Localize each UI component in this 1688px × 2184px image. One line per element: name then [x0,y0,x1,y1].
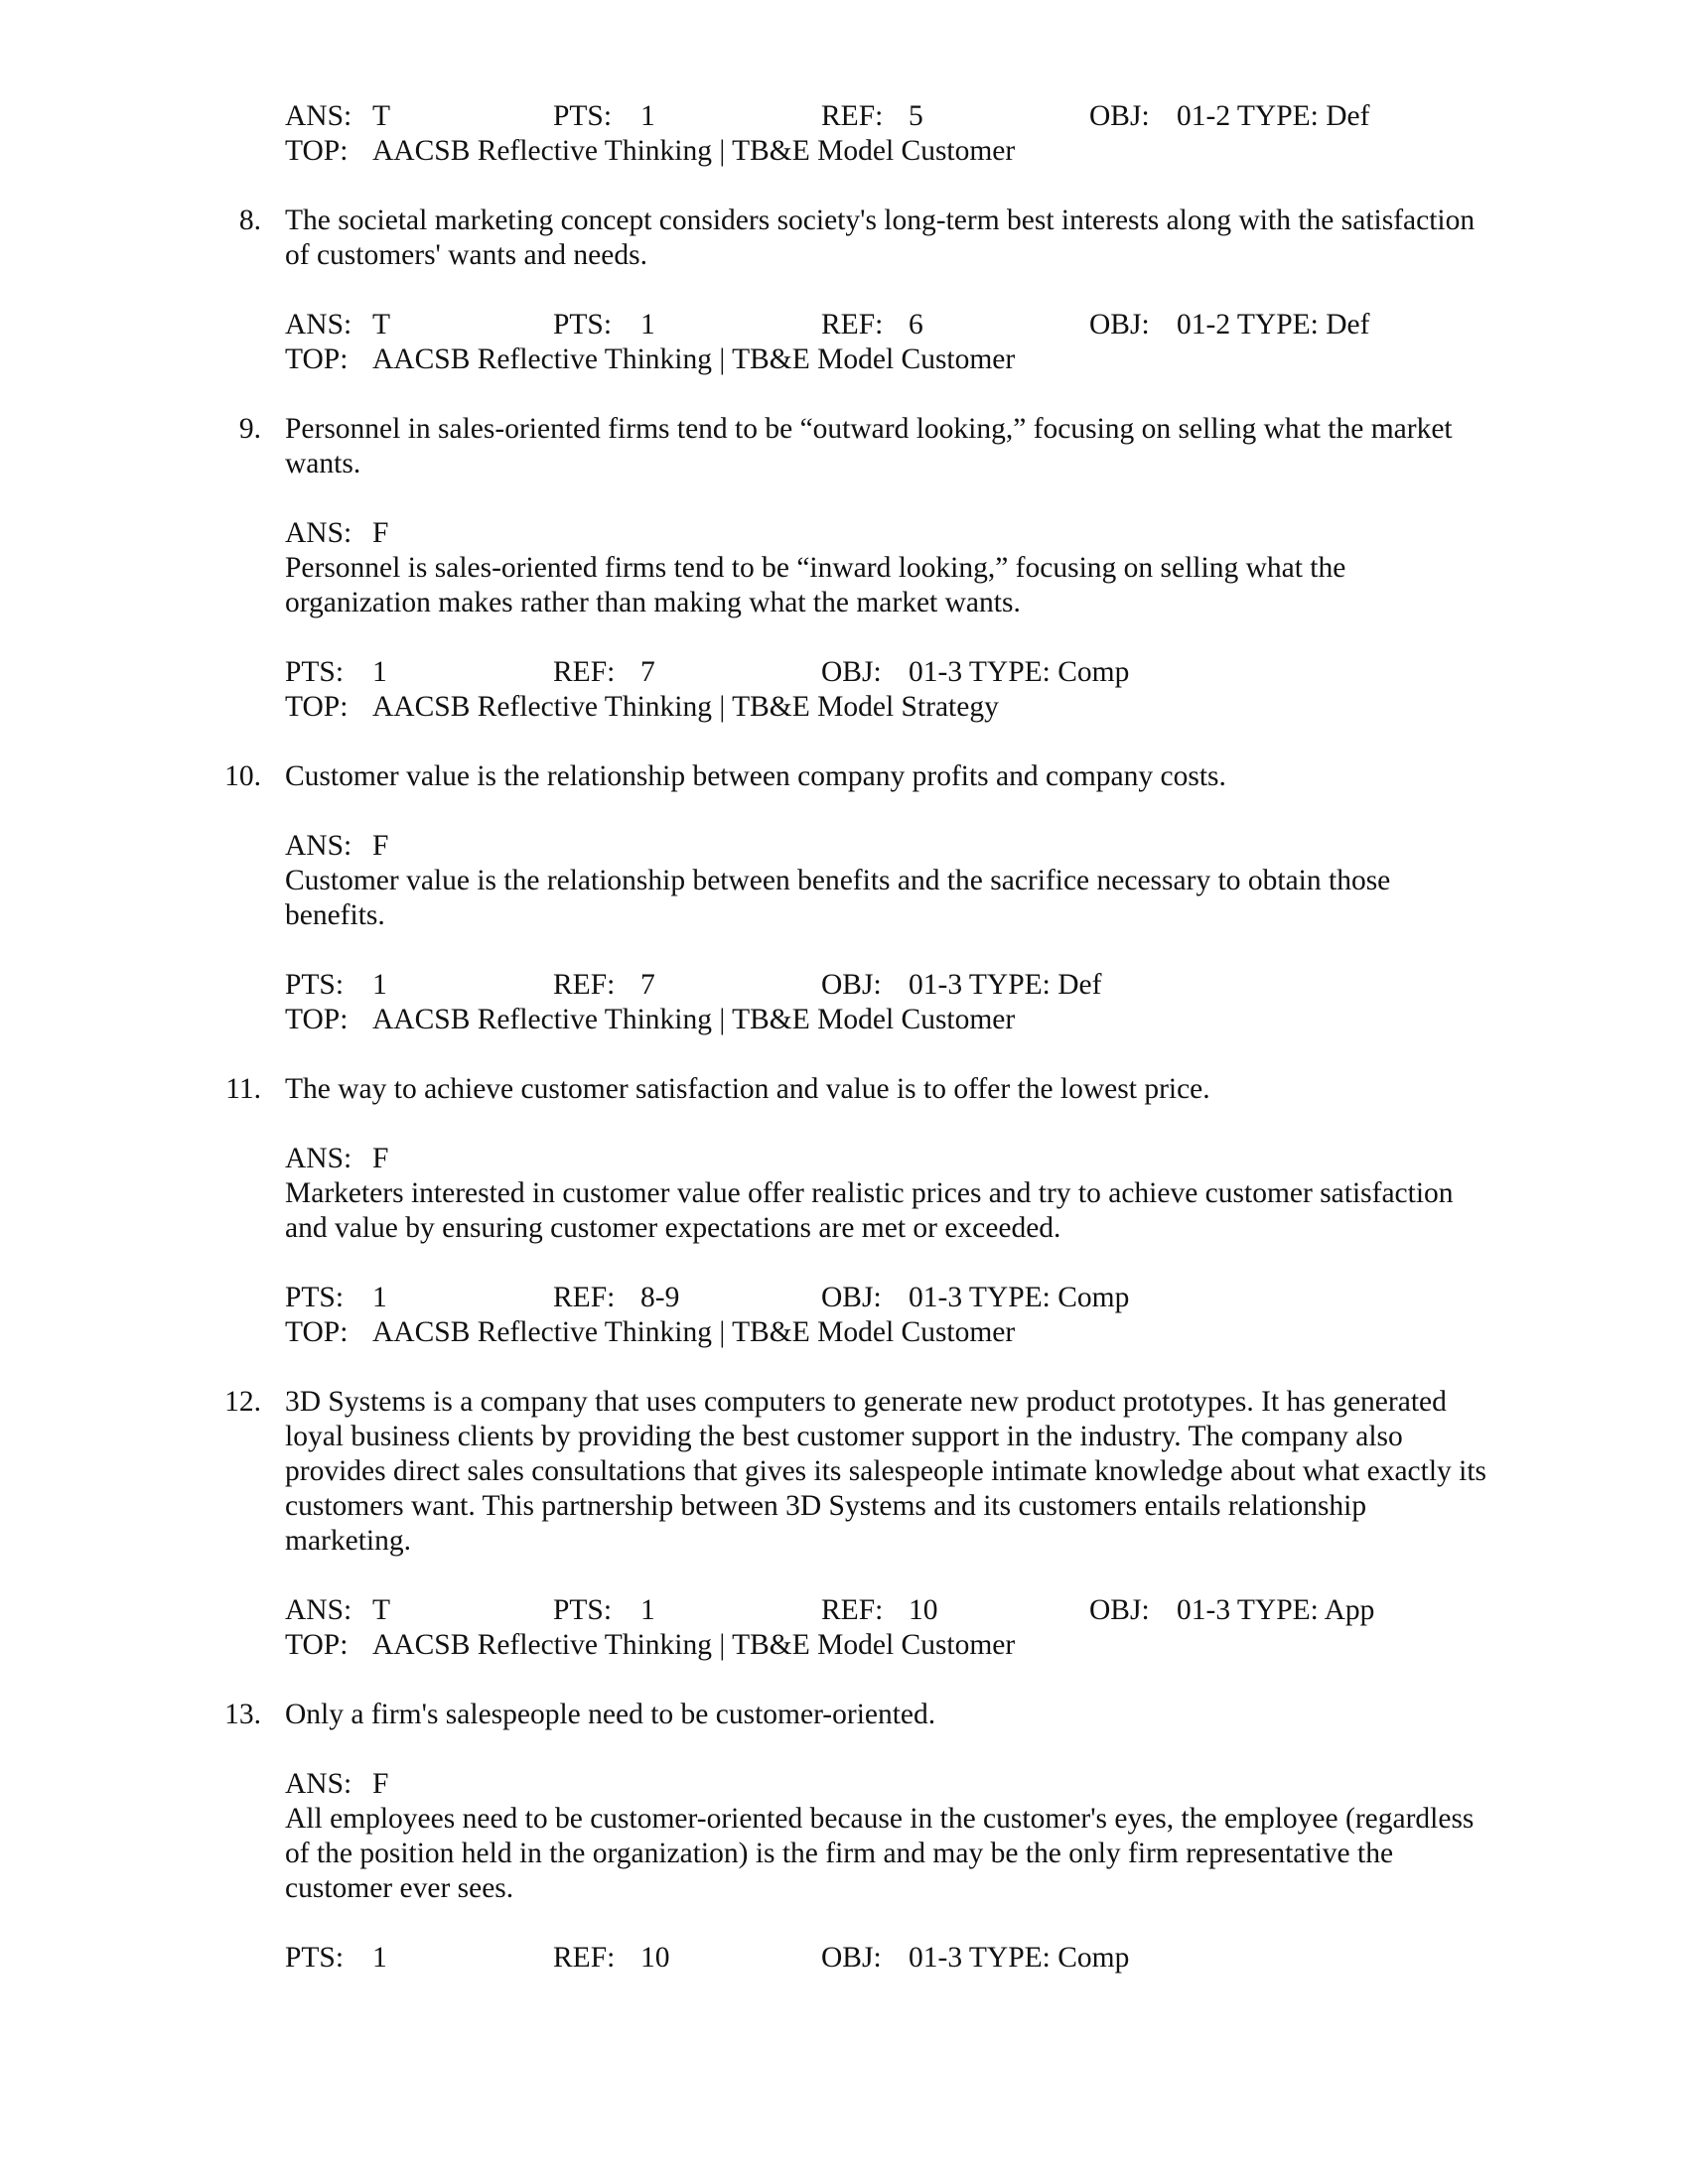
question-text: Customer value is the relationship between company profits and company costs. [285,760,1226,792]
ans-value: T [372,309,391,341]
top-line: TOP: AACSB Reflective Thinking | TB&E Model Strategy [285,691,999,723]
question-text: provides direct sales consultations that gives its salespeople intimate knowledge about what exactly its [285,1455,1487,1487]
question-text: Only a firm's salespeople need to be customer-oriented. [285,1699,936,1730]
question-number: 10. [224,760,261,792]
ans-value: F [372,517,389,549]
obj-value: 01-2 TYPE: Def [1177,100,1370,132]
ans-value: T [372,100,391,132]
ans-value: F [372,830,389,862]
document-page: ANS: T PTS: 1 REF: 5 OBJ: 01-2 TYPE: Def TOP: AACSB Reflective Thinking | TB&E Model Customer 8. The societal marketing concept considers society's long-term best interests along with the satisfaction of customers' wants and needs. ANS: T PTS: 1 REF: 6 OBJ: 01-2 TYPE: Def TOP: AACSB Reflective Thinking | TB&E Model Customer 9. Personnel in sales-oriented firms tend to be “outward looking,” focusing on selling what the market wants. ANS: F Personnel is sales-oriented firms tend to be “inward looking,” focusing on selling what the organization makes rather than making what the market wants. PTS: 1 REF: 7 OBJ: 01-3 TYPE: Comp TOP: AACSB Reflective Thinking | TB&E Model Strategy 10. Customer value is the relationship between company profits and company costs. ANS: F Customer value is the relationship between benefits and the sacrifice necessary to obtain those benefits. PTS: 1 REF: 7 OBJ: 01-3 TYPE: Def TOP: AACSB Reflective Thinking | TB&E Model Customer 11. The way to achieve customer satisfaction and value is to offer the lowest price. ANS: F Marketers interested in customer value offer realistic prices and try to achieve customer satisfaction and value by ensuring customer expectations are met or exceeded. PTS: 1 REF: 8-9 OBJ: 01-3 TYPE: Comp TOP: AACSB Reflective Thinking | TB&E Model Customer 12. 3D Systems is a company that uses computers to generate new product prototypes. It has generated loyal business clients by providing the best customer support in the industry. The company also provides direct sales consultations that gives its salespeople intimate knowledge about what exactly its customers want. This partnership between 3D Systems and its customers entails relationship marketing. ANS: T PTS: 1 REF: 10 OBJ: 01-3 TYPE: App TOP: AACSB Reflective Thinking | TB&E Model Customer 13. Only a firm's salespeople need to be customer-oriented. ANS: F All employees need to be customer-oriented because in the customer's eyes, the employee (regardless of the position held in the organization) is the firm and may be the only firm representative the customer ever sees. PTS: 1 REF: 10 OBJ: 01-3 TYPE: Comp [0,0,1688,2184]
pts-value: 1 [640,100,655,132]
question-text: loyal business clients by providing the best customer support in the industry. The company also [285,1421,1403,1452]
top-line: TOP: AACSB Reflective Thinking | TB&E Model Customer [285,343,1016,375]
question-number: 13. [224,1699,261,1730]
question-text: The way to achieve customer satisfaction and value is to offer the lowest price. [285,1073,1210,1105]
ref-value: 5 [909,100,923,132]
question-number: 8. [238,205,261,236]
question-text: of customers' wants and needs. [285,239,647,271]
question-text: customers want. This partnership between 3D Systems and its customers entails relationship [285,1490,1367,1522]
question-text: marketing. [285,1525,411,1557]
explanation-text: All employees need to be customer-oriented because in the customer's eyes, the employee (regardless [285,1803,1475,1835]
ans-value: F [372,1768,389,1800]
question-text: 3D Systems is a company that uses computers to generate new product prototypes. It has generated [285,1386,1447,1418]
question-number: 9. [238,413,261,445]
explanation-text: Customer value is the relationship between benefits and the sacrifice necessary to obtain those [285,865,1391,896]
explanation-text: Personnel is sales-oriented firms tend to be “inward looking,” focusing on selling what the [285,552,1346,584]
question-text: Personnel in sales-oriented firms tend to be “outward looking,” focusing on selling what the market [285,413,1453,445]
question-text: The societal marketing concept considers society's long-term best interests along with the satisfaction [285,205,1476,236]
question-text: wants. [285,448,361,479]
explanation-text: benefits. [285,899,385,931]
explanation-text: customer ever sees. [285,1872,514,1904]
explanation-text: of the position held in the organization) is the firm and may be the only firm representative the [285,1838,1394,1869]
top-line: TOP: AACSB Reflective Thinking | TB&E Model Customer [285,1004,1016,1035]
explanation-text: and value by ensuring customer expectations are met or exceeded. [285,1212,1061,1244]
question-number: 12. [224,1386,261,1418]
explanation-text: organization makes rather than making what the market wants. [285,587,1021,618]
question-number: 11. [225,1073,261,1105]
ans-value: T [372,1594,391,1626]
meta-line-top: ANS: T [285,100,391,132]
ans-value: F [372,1143,389,1174]
top-line: TOP: AACSB Reflective Thinking | TB&E Model Customer [285,1629,1016,1661]
top-line: TOP: AACSB Reflective Thinking | TB&E Model Customer [285,135,1016,167]
explanation-text: Marketers interested in customer value offer realistic prices and try to achieve customer satisfaction [285,1177,1454,1209]
top-line: TOP: AACSB Reflective Thinking | TB&E Model Customer [285,1316,1016,1348]
